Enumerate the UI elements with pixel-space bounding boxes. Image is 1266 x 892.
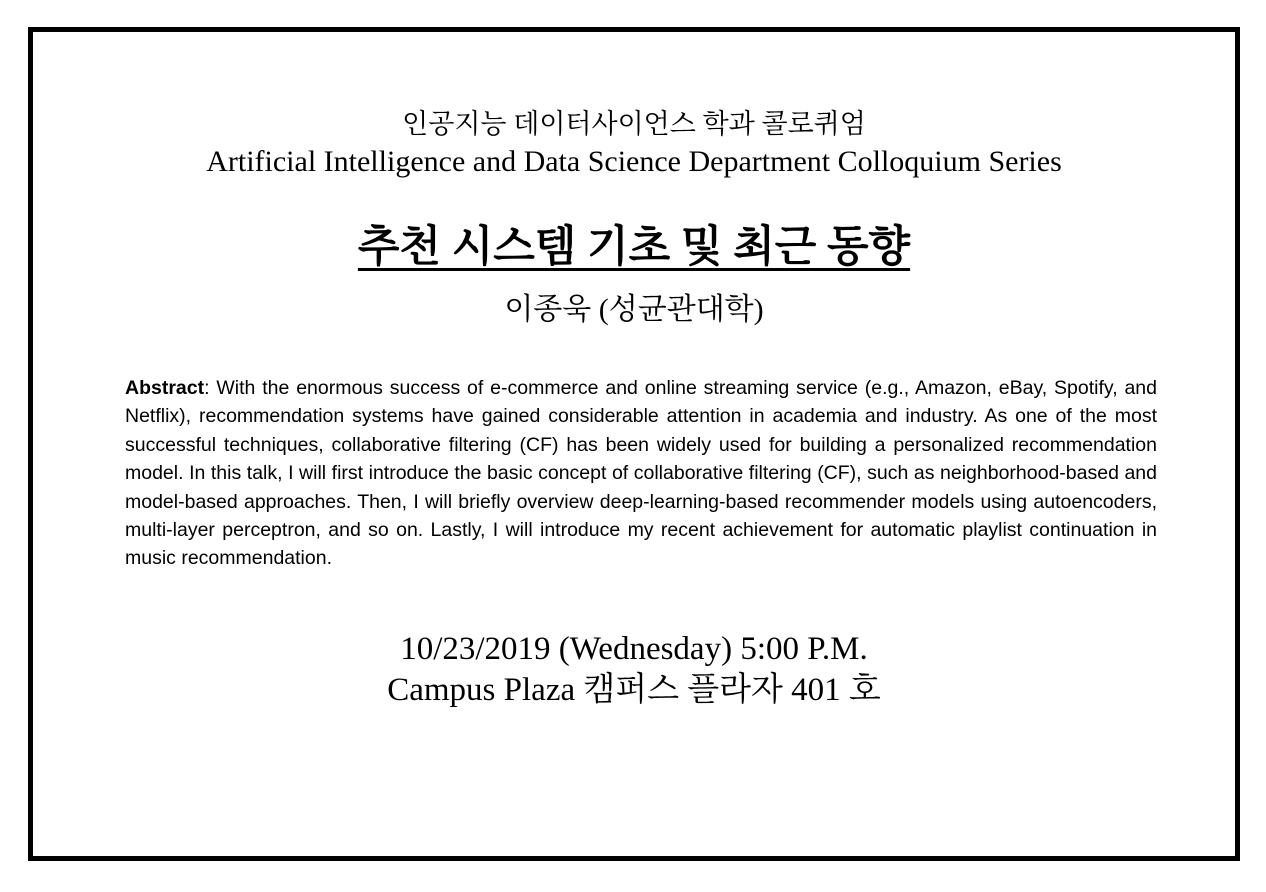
- colloquium-series-header: [33, 106, 1235, 182]
- abstract-paragraph: [125, 374, 1157, 573]
- event-details: [33, 629, 1235, 711]
- abstract-label: Abstract: [125, 377, 205, 399]
- speaker-affiliation: 이종욱 (성균관대학): [504, 293, 764, 326]
- event-location: Campus Plaza 캠퍼스 플라자 401 호: [387, 671, 881, 708]
- abstract-text: : With the enormous success of e-commerce and online streaming service (e.g., Amazon, eBay, Spotify, and Netflix), recommendation systems have gained considerable attention in academia and industry. As one of the most successful techniques, collaborative filtering (CF) has been widely used for building a personalized recommendation model. In this talk, I will first introduce the basic concept of collaborative filtering (CF), such as neighborhood-based and model-based approaches. Then, I will briefly overview deep-learning-based recommender models using autoencoders, multi-layer perceptron, and so on. Lastly, I will introduce my recent achievement for automatic playlist continuation in music recommendation.: [125, 377, 1157, 570]
- talk-title-text: 추천 시스템 기초 및 최근 동향: [357, 224, 911, 271]
- series-title-korean: 인공지능 데이터사이언스 학과 콜로퀴엄: [402, 109, 866, 139]
- flyer-page-border: [28, 27, 1240, 861]
- series-title-english: Artificial Intelligence and Data Science Department Colloquium Series: [206, 145, 1062, 178]
- talk-title: [33, 222, 1235, 274]
- event-datetime: 10/23/2019 (Wednesday) 5:00 P.M.: [400, 630, 868, 667]
